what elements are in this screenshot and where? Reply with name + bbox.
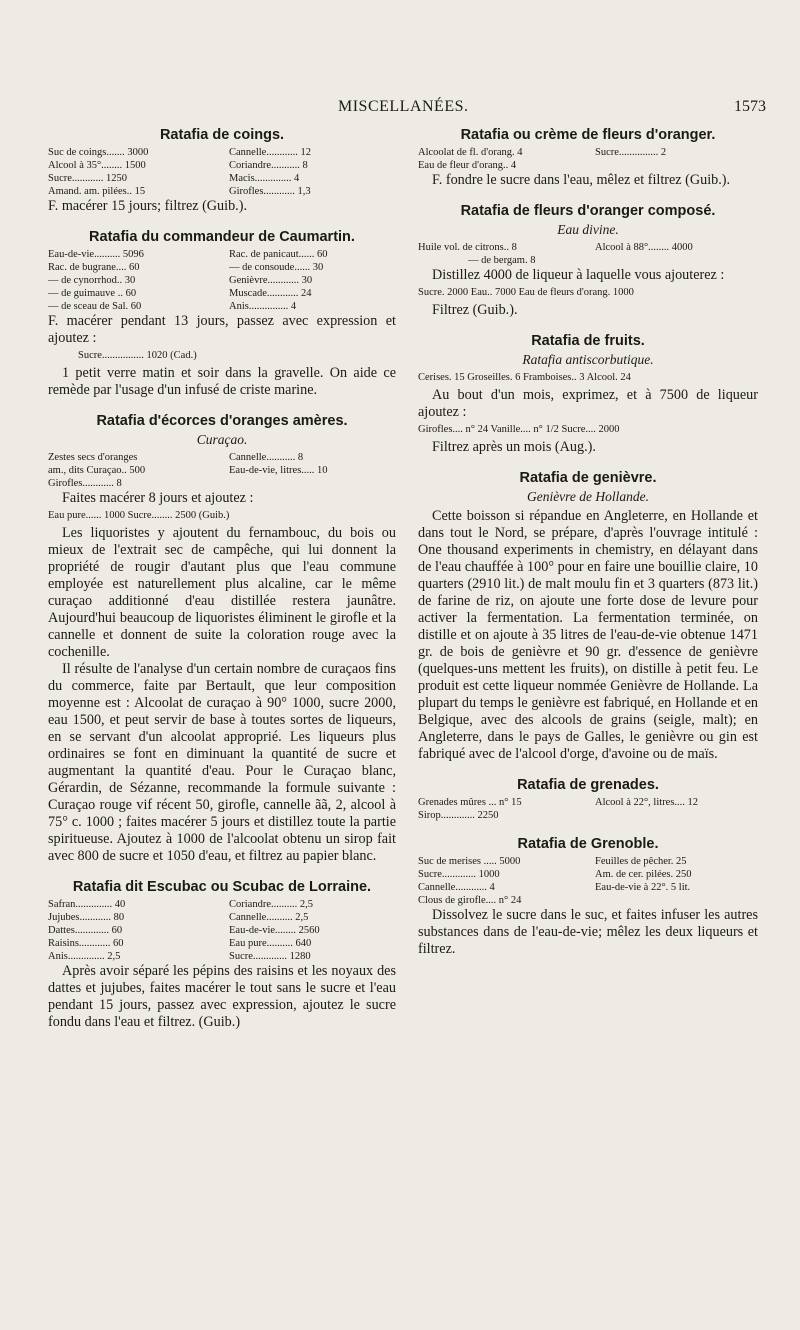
ingredient: Macis.............. 4 [229,173,300,184]
ingredient: Coriandre.......... 2,5 [229,899,313,910]
ingredient: Eau-de-vie........ 2560 [229,925,320,936]
ingredients-list [48,898,396,963]
section-title: Ratafia d'écorces d'oranges amères. [96,413,348,429]
ingredient: Sucre............. 1280 [229,951,311,962]
ingredient: Suc de merises ..... 5000 [418,856,521,867]
body-text: 1 petit verre matin et soir dans la gravelle. On aide ce remède par l'usage d'un infusé de criste marine. [48,365,396,398]
ingredient: Dattes............. 60 [48,925,123,936]
ingredients-list [418,796,758,822]
ingredient: Feuilles de pêcher. 25 [595,856,687,867]
page-header [0,98,800,118]
section-title: Ratafia dit Escubac ou Scubac de Lorraine. [72,879,372,895]
recipe-line: Girofles.... n° 24 Vanille.... n° 1/2 Sucre.... 2000 [418,424,620,435]
ingredient: Safran.............. 40 [48,899,126,910]
ingredient: Jujubes............ 80 [48,912,125,923]
recipe-line: Eau pure...... 1000 Sucre........ 2500 (Guib.) [48,510,230,521]
section-subtitle: Ratafia antiscorbutique. [522,352,654,367]
ingredient: Sucre............... 2 [595,147,667,158]
ingredients-list [418,146,758,172]
ingredient: Sucre............ 1250 [48,173,128,184]
body-text: F. macérer pendant 13 jours, passez avec expression et ajoutez : [48,313,396,346]
ingredient: Huile vol. de citrons.. 8 [418,242,517,253]
ingredient: — de guimauve .. 60 [48,288,137,299]
page-number: 1573 [734,98,766,115]
ingredient: Clous de girofle.... n° 24 [418,895,522,906]
ingredient: Coriandre........... 8 [229,160,308,171]
body-text: Distillez 4000 de liqueur à laquelle vous ajouterez : [432,267,725,283]
ingredients-list [48,451,396,490]
ingredients-list [48,248,396,313]
ingredient [595,894,758,907]
ingredient [229,477,396,490]
body-text: Faites macérer 8 jours et ajoutez : [62,490,254,506]
right-column [418,127,758,958]
running-title: MISCELLANÉES. [338,98,469,115]
ingredient: Rac. de bugrane.... 60 [48,262,140,273]
section-title: Ratafia du commandeur de Caumartin. [89,229,355,245]
section-title: Ratafia de Grenoble. [517,836,659,852]
ingredient [595,159,758,172]
section-subtitle: Eau divine. [557,222,619,237]
ingredient: Cannelle............ 12 [229,147,311,158]
ingredient: Cannelle.......... 2,5 [229,912,309,923]
ingredient: Eau-de-vie.......... 5096 [48,249,144,260]
section-title: Ratafia ou crème de fleurs d'oranger. [460,127,716,143]
body-text: Dissolvez le sucre dans le suc, et faites infuser les autres substances dans de l'eau-de-vie; mêlez les deux liqueurs et filtrez. [418,907,758,957]
ingredient [595,809,758,822]
ingredients-list [418,855,758,907]
section-title: Ratafia de fleurs d'oranger composé. [460,203,716,219]
left-column [48,127,396,1031]
ingredient: Rac. de panicaut...... 60 [229,249,328,260]
recipe-line: Sucre................ 1020 (Cad.) [78,350,197,361]
ingredient: Eau-de-vie à 22°. 5 lit. [595,882,691,893]
body-text: F. macérer 15 jours; filtrez (Guib.). [48,198,247,214]
ingredient: Genièvre............ 30 [229,275,313,286]
body-text: Il résulte de l'analyse d'un certain nombre de curaçaos fins du commerce, faite par Bertault, que leur composition moyenne est : Alcoolat de curaçao à 90° 1000, sucre 2000, eau 1500, et peut servir de base à toutes sortes de liqueurs, en se servant d'un alcoolat approprié. Les liqueurs plus ordinaires se font en diminuant la quantité de sucre et augmentant la quantité d'eau. Pour le Curaçao blanc, Gérardin, de Sézanne, recommande la formule suivante : Curaçao rouge vif récent 50, girofle, cannelle ãã, 2, alcool à 75° c. 1000 ; faites macérer 5 jours et distillez toute la partie spiritueuse. Ajoutez à 1000 de l'alcoolat obtenu un sirop fait avec 800 de sucre et 1050 d'eau, et filtrez au papier blanc. [48,661,396,864]
section-title: Ratafia de fruits. [531,333,645,349]
ingredient: — de bergam. 8 [468,255,536,266]
body-text: Filtrez (Guib.). [432,302,518,318]
ingredients-list [418,241,758,267]
ingredient: Am. de cer. pilées. 250 [595,869,692,880]
ingredient: Sucre............. 1000 [418,869,500,880]
recipe-line: Cerises. 15 Groseilles. 6 Framboises.. 3 Alcool. 24 [418,372,631,383]
ingredient: Alcool à 88°........ 4000 [595,242,693,253]
ingredients-list [48,146,396,198]
ingredient: Girofles............ 8 [48,478,122,489]
ingredient: — de sceau de Sal. 60 [48,301,142,312]
ingredient: Anis.............. 2,5 [48,951,121,962]
ingredient: Girofles............ 1,3 [229,186,311,197]
ingredient: Cannelle............ 4 [418,882,495,893]
ingredient: Eau-de-vie, litres..... 10 [229,465,328,476]
section-subtitle: Curaçao. [196,432,248,447]
body-text: Les liquoristes y ajoutent du fernambouc, du bois ou mieux de l'extrait sec de campêche, qui lui donnent la propriété de rougir d'autant plus que l'eau commune employée est naturellement plus alcaline, car le même curaçao additionné d'eau distillée restera jaunâtre. Aujourd'hui beaucoup de liquoristes éliminent le girofle et la cannelle et donnent de suite la coloration rouge avec la cochenille. [48,525,396,660]
body-text: Cette boisson si répandue en Angleterre, en Hollande et dans tout le Nord, se prépare, d'après l'ouvrage intitulé : One thousand experiments in chemistry, en délayant dans de l'eau chauffée à 100° pour en faire une bouillie claire, 10 quarters (2910 lit.) de malt moulu fin et 3 quarters (873 lit.) de farine de riz, on ajoute une forte dose de levure pour activer la fermentation. La fermentation terminée, on distille et on ajoute à 35 litres de l'eau-de-vie obtenue 1471 gr. de bois de genièvre et 90 gr. d'essence de genièvre (quelques-uns mettent les fruits), on distille à petit feu. Le produit est cette liqueur nommée Genièvre de Hollande. La plupart du temps le genièvre est fabriqué, en Hollande et en Belgique, avec des alcools de grains (seigle, malt); en Angleterre, dans le pays de Galles, le genièvre ou gin est fabriqué avec de l'alcool d'orge, d'avoine ou de maïs. [418,508,758,762]
body-text: Filtrez après un mois (Aug.). [432,439,596,455]
ingredient: am., dits Curaçao.. 500 [48,465,146,476]
body-text: Au bout d'un mois, exprimez, et à 7500 de liqueur ajoutez : [418,387,758,420]
section-title: Ratafia de grenades. [517,777,659,793]
section-title: Ratafia de coings. [159,127,285,143]
recipe-line: Sucre. 2000 Eau.. 7000 Eau de fleurs d'orang. 1000 [418,287,634,298]
section-title: Ratafia de genièvre. [519,470,657,486]
ingredient: Alcool à 22°, litres.... 12 [595,797,699,808]
ingredient: Anis............... 4 [229,301,297,312]
ingredient: Amand. am. pilées.. 15 [48,186,146,197]
ingredient: Eau pure.......... 640 [229,938,312,949]
ingredient: — de consoude...... 30 [229,262,324,273]
ingredient: Muscade............ 24 [229,288,312,299]
ingredient: Cannelle........... 8 [229,452,304,463]
ingredient: Zestes secs d'oranges [48,452,138,463]
body-text: F. fondre le sucre dans l'eau, mêlez et filtrez (Guib.). [432,172,731,188]
section-subtitle: Genièvre de Hollande. [526,489,650,504]
ingredient: Sirop............. 2250 [418,810,499,821]
ingredient: — de cynorrhod.. 30 [48,275,136,286]
ingredient: Grenades mûres ... n° 15 [418,797,522,808]
body-text: Après avoir séparé les pépins des raisins et les noyaux des dattes et jujubes, faites macérer le tout sans le sucre et l'eau pendant 15 jours, passez avec expression, ajoutez le sucre fondu dans l'eau et filtrez. (Guib.) [48,963,396,1030]
ingredient: Alcool à 35°........ 1500 [48,160,146,171]
ingredient: Eau de fleur d'orang.. 4 [418,160,517,171]
ingredient [595,254,758,267]
ingredient: Alcoolat de fl. d'orang. 4 [418,147,523,158]
ingredient: Suc de coings....... 3000 [48,147,149,158]
ingredient: Raisins............ 60 [48,938,124,949]
